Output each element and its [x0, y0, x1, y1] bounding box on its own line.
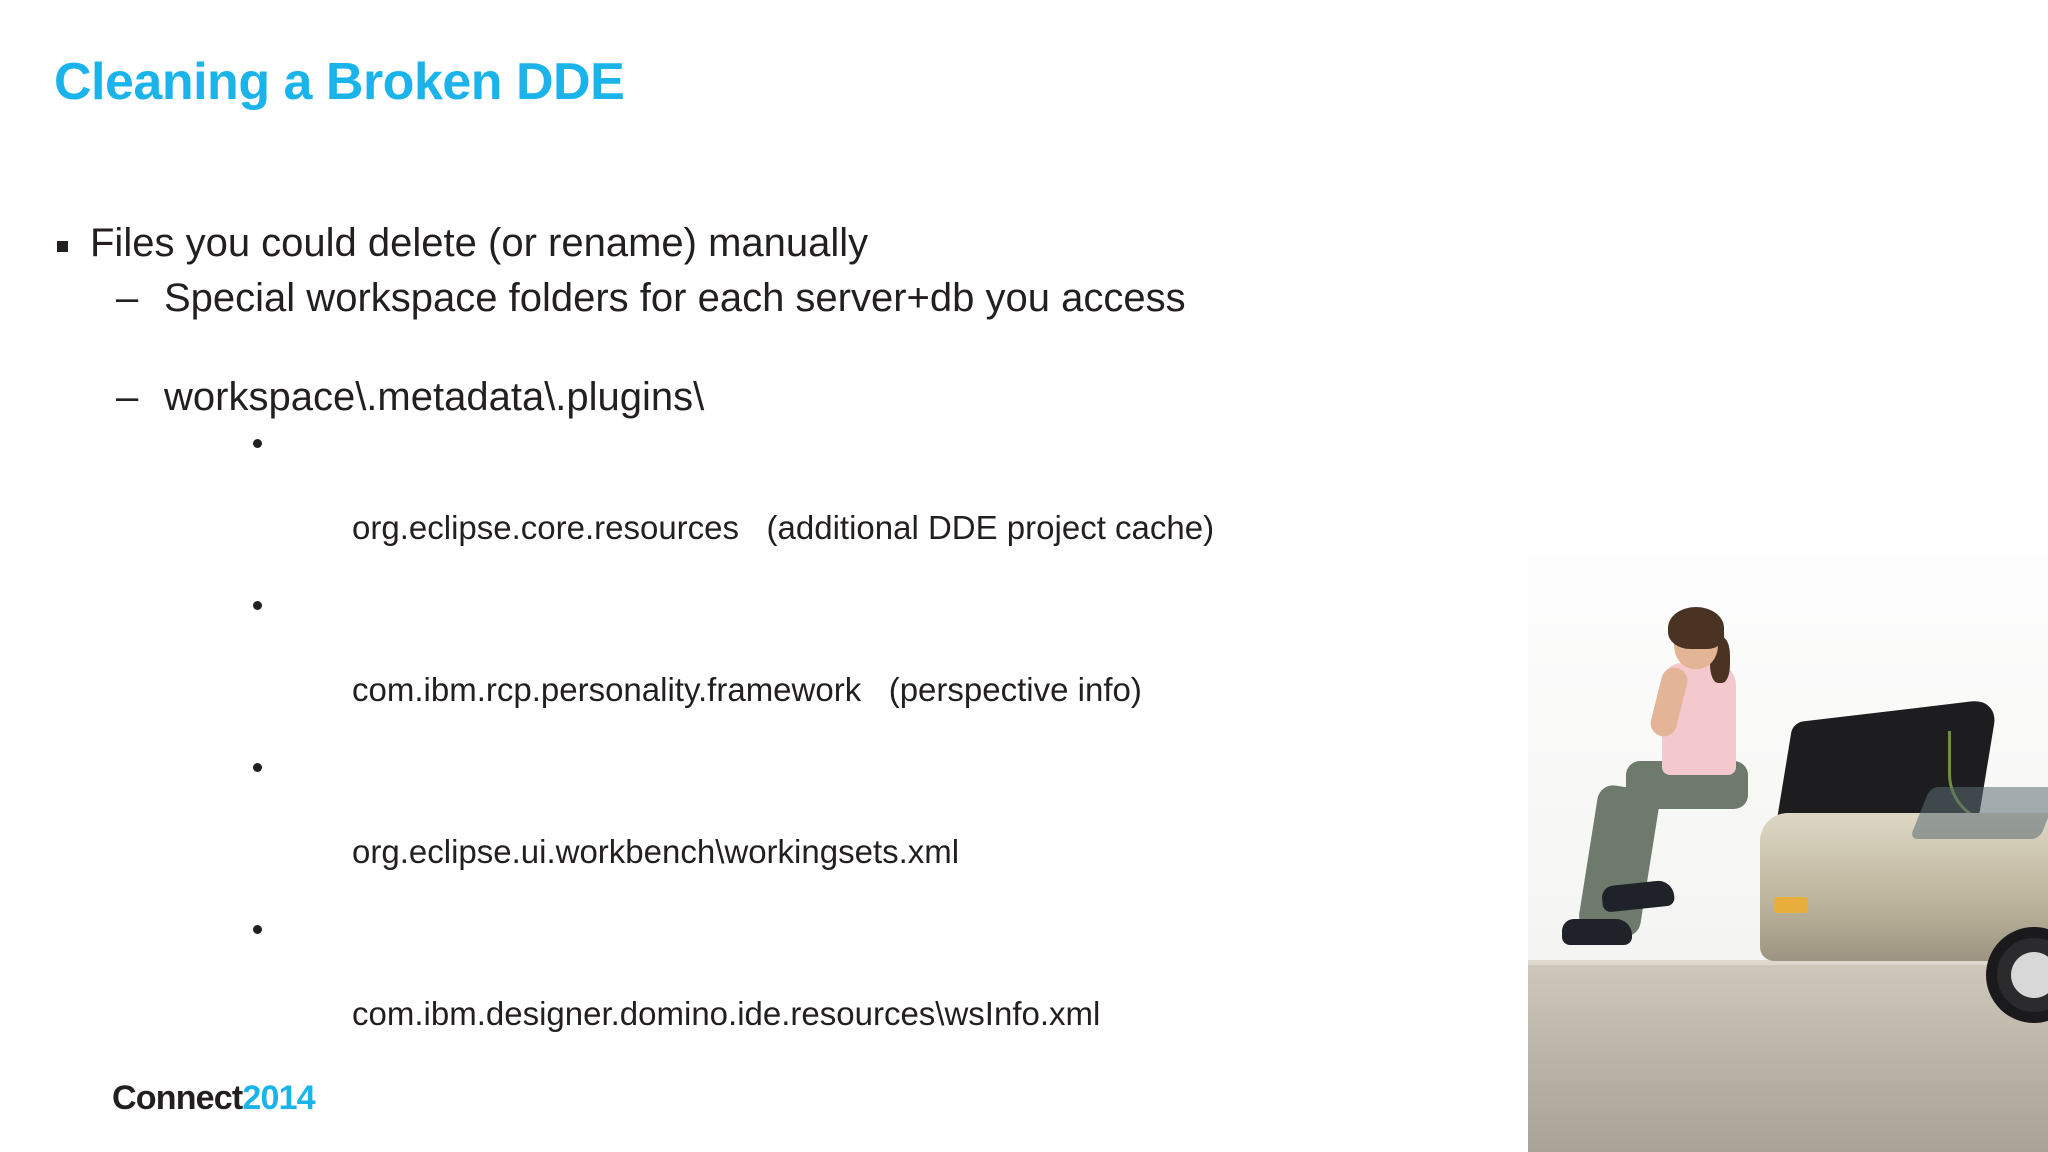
bullet-level2-plugins-path	[54, 374, 1554, 421]
page-title: Cleaning a Broken DDE	[54, 53, 625, 111]
bullet-level2-text: Special workspace folders for each server+db you access	[164, 276, 1186, 321]
list-item-label: com.ibm.rcp.personality.framework (perspective info)	[352, 671, 1142, 709]
car-turn-signal	[1774, 897, 1808, 913]
broken-down-car-photo	[1528, 555, 2048, 1152]
round-bullet-icon	[253, 925, 262, 934]
dash-bullet-icon: –	[116, 276, 139, 321]
bullet-level1	[54, 220, 1554, 267]
list-item	[54, 914, 1554, 1075]
list-item-label: org.eclipse.core.resources (additional DDE project cache)	[352, 509, 1215, 547]
photo-ground	[1528, 960, 2048, 1152]
list-item	[54, 590, 1554, 751]
round-bullet-icon	[253, 439, 262, 448]
round-bullet-icon	[253, 763, 262, 772]
bullet-level2-text: workspace\.metadata\.plugins\	[164, 375, 705, 420]
footer-logo-brand: Connect	[112, 1079, 243, 1117]
bullet-level2-workspace-folders	[54, 275, 1554, 322]
dash-bullet-icon: –	[116, 375, 139, 420]
footer-logo-year: 2014	[242, 1079, 315, 1117]
footer-logo	[112, 1079, 315, 1118]
person-shoe-front	[1562, 919, 1632, 945]
list-item	[54, 752, 1554, 913]
square-bullet-icon	[57, 241, 68, 252]
person-hair	[1668, 607, 1724, 649]
car-windshield	[1909, 787, 2048, 839]
bullet-level1-text: Files you could delete (or rename) manually	[90, 221, 869, 265]
slide-body	[54, 220, 1554, 1076]
blank-line-spacer	[54, 328, 1554, 374]
list-item-label: com.ibm.designer.domino.ide.resources\wsInfo.xml	[352, 995, 1101, 1033]
round-bullet-icon	[253, 601, 262, 610]
list-item	[54, 428, 1554, 589]
list-item-label: org.eclipse.ui.workbench\workingsets.xml	[352, 833, 960, 871]
